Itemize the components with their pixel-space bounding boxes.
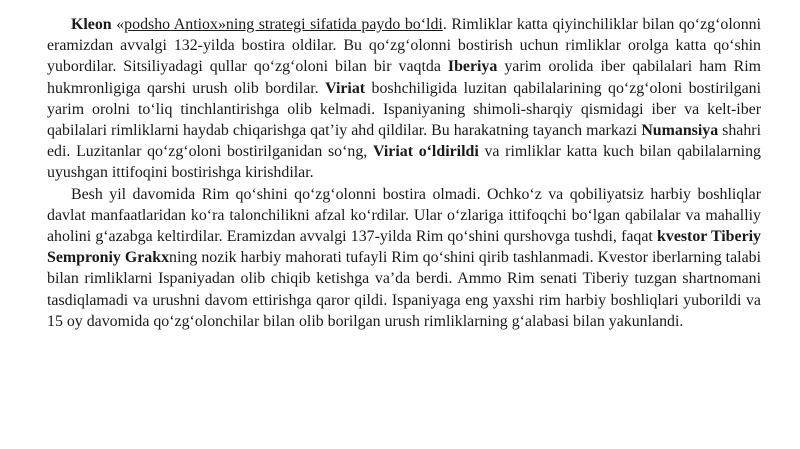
paragraph-text: . Rimliklar katta qiyinchiliklar bilan qo‘zg‘olonni eramizdan avvalgi 132-yilda bostira oldilar. Bu qo‘zg‘olonni bostirish uchun rimliklar orolga katta qo‘shin yubordilar. Sitsiliyadagi qullar qo‘zg‘oloni bilan bir vaqtda [47,16,761,76]
link-podsho-antiox-tail[interactable]: »ning strategi sifatida paydo bo‘ldi [217,16,443,33]
quote-open: « [111,16,125,33]
paragraph-text: shahri edi. Luzitanlar qo‘zg‘oloni bostirilganidan so‘ng, [47,122,761,161]
term-viriat: Viriat [325,79,366,97]
paragraph-roman-army [47,184,761,332]
paragraph-text: Besh yil davomida Rim qo‘shini qo‘zg‘olonni bostira olmadi. Ochko‘z va qobiliyatsiz harbiy boshliqlar davlat manfaatlaridan ko‘ra talonchilikni afzal ko‘rdilar. Ular o‘zlariga ittifoqchi bo‘lgan qabilalar va mahalliy aholini g‘azabga keltirdilar. Eramizdan avvalgi 137-yilda Rim qo‘shini qurshovga tushdi, faqat [47,185,761,246]
paragraph-text: yarim orolida iber qabilalari ham Rim hukmronligiga qarshi urush olib bordilar. [47,58,761,97]
term-kleon: Kleon [71,16,112,33]
link-podsho-antiox[interactable]: podsho Antiox [124,16,218,33]
paragraph-kleon-iberiya [47,14,761,184]
term-iberiya: Iberiya [447,58,498,76]
paragraph-text: boshchiligida luzitan qabilalarining qo‘zg‘oloni bostirilgani yarim orolni to‘liq tinchlantirishga olib kelmadi. Ispaniyaning shimoli-sharqiy qismidagi iber va kelt-iber qabilalari rimliklarni haydab chiqarishga qat’iy ahd qildilar. Bu harakatning tayanch markazi [47,79,761,140]
paragraph-text: va rimliklar katta kuch bilan qabilalarning uyushgan ittifoqini bostirishga kirishdilar. [47,143,761,182]
paragraph-text: ning nozik harbiy mahorati tufayli Rim qo‘shini qirib tashlanmadi. Kvestor iberlarning talabi bilan rimliklarni Ispaniyadan olib chiqib ketishga va’da berdi. Ammo Rim senati Tiberiy tuzgan shartnomani tasdiqlamadi va urushni davom ettirishga qaror qildi. Ispaniyaga eng yaxshi rim harbiy boshliqlari yuborildi va 15 oy davomida qo‘zg‘olonchilar bilan olib borilgan urush rimliklarning g‘alabasi bilan yakunlandi. [47,249,761,330]
term-viriat-oldirildi: Viriat o‘ldirildi [372,143,479,161]
term-tiberiy-grakx: kvestor Tiberiy Semproniy Grakx [47,228,761,267]
term-numansiya: Numansiya [641,122,719,140]
